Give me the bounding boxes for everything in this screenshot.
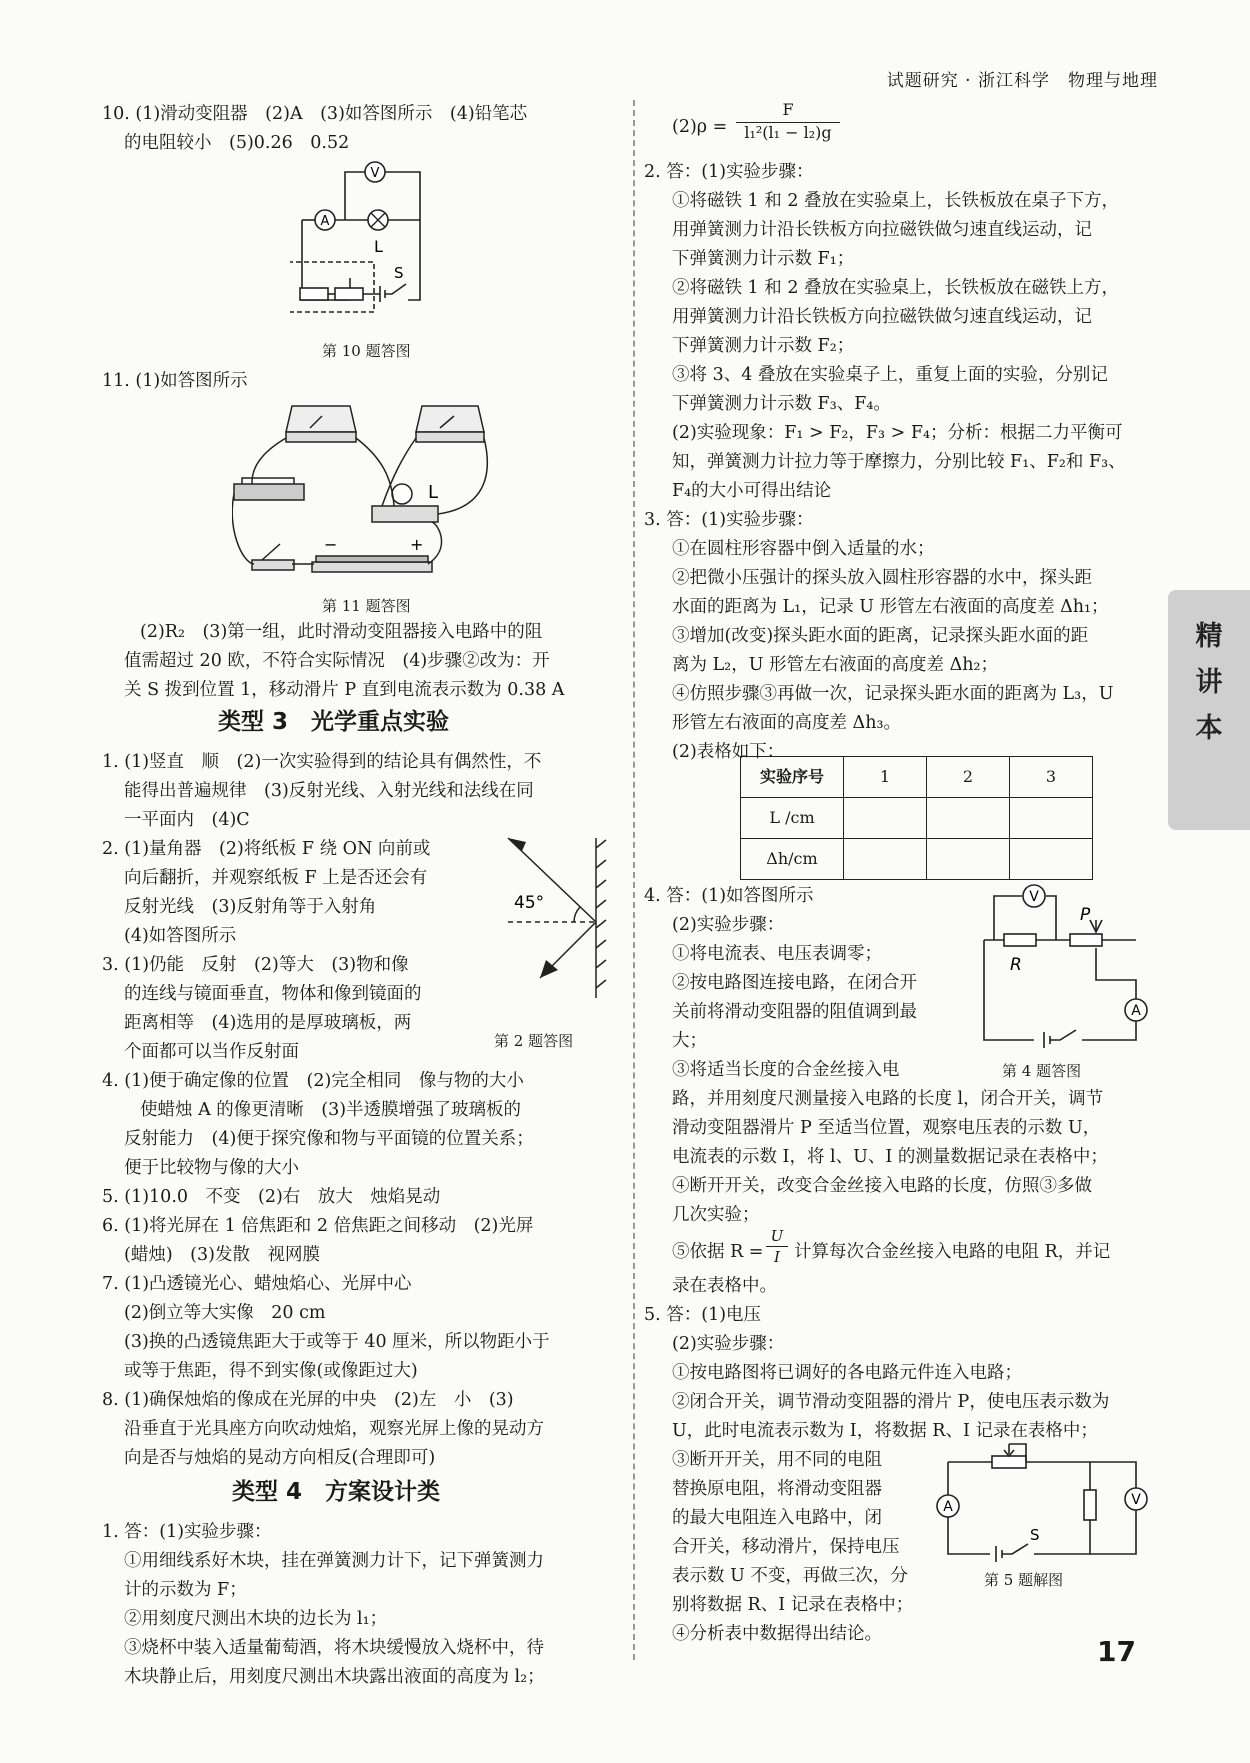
s3-q3-line2: 的连线与镜面垂直，物体和像到镜面的	[124, 984, 422, 1004]
s3-q6-line2: (蜡烛) (3)发散 视网膜	[124, 1245, 320, 1265]
s3-q7-line3: (3)换的凸透镜焦距大于或等于 40 厘米，所以物距小于	[124, 1332, 550, 1352]
q5-line8: 的最大电阻连入电路中，闭	[672, 1508, 882, 1528]
q4-line14: 录在表格中。	[672, 1276, 777, 1296]
q4-line1: 4. 答：(1)如答图所示	[644, 886, 814, 906]
q3-line6: 离为 L₂，U 形管左右液面的高度差 Δh₂；	[672, 655, 998, 675]
q5-line1: 5. 答：(1)电压	[644, 1305, 762, 1325]
voltmeter-label: V	[1029, 889, 1039, 905]
q2-reflection-diagram	[478, 828, 618, 1008]
r-fraction	[766, 1226, 788, 1267]
q4-line6: 大；	[672, 1031, 707, 1051]
table-row	[741, 757, 1093, 798]
q4-line11: ④断开开关，改变合金丝接入电路的长度，仿照③多做	[672, 1176, 1092, 1196]
q3-line4: 水面的距离为 L₁，记录 U 形管左右液面的高度差 Δh₁；	[672, 597, 1109, 617]
q3-line5: ③增加(改变)探头距水面的距离，记录探头距水面的距	[672, 626, 1089, 646]
voltmeter-label: V	[370, 166, 380, 181]
table-cell: 3	[1010, 757, 1093, 798]
r-numerator: U	[766, 1226, 788, 1247]
q4-line8: 路，并用刻度尺测量接入电路的长度 l，闭合开关，调节	[672, 1089, 1104, 1109]
q2-line10: (2)实验现象：F₁ > F₂，F₃ > F₄；分析：根据二力平衡可	[672, 423, 1123, 443]
rho-numerator: F	[736, 100, 840, 123]
q4-line12: 几次实验；	[672, 1205, 760, 1225]
q5-line9: 合开关，移动滑片，保持电压	[672, 1537, 900, 1557]
q2-line9: 下弹簧测力计示数 F₃、F₄。	[672, 394, 891, 414]
q11-line3: 值需超过 20 欧，不符合实际情况 (4)步骤②改为：开	[124, 651, 550, 671]
table-cell	[1010, 798, 1093, 839]
q5-line3: ①按电路图将已调好的各电路元件连入电路；	[672, 1363, 1022, 1383]
lamp-label: L	[428, 482, 439, 503]
s3-q8-line1: 8. (1)确保烛焰的像成在光屏的中央 (2)左 小 (3)	[102, 1390, 514, 1410]
q11-line2: (2)R₂ (3)第一组，此时滑动变阻器接入电路中的阻	[140, 622, 543, 642]
s3-q3-line4: 个面都可以当作反射面	[124, 1042, 299, 1062]
q4-line2: (2)实验步骤：	[672, 915, 785, 935]
s4-q1-line1: 1. 答：(1)实验步骤：	[102, 1522, 272, 1542]
q5-line10: 表示数 U 不变，再做三次，分	[672, 1566, 908, 1586]
s3-q2-line4: (4)如答图所示	[124, 926, 237, 946]
s3-q4-line4: 便于比较物与像的大小	[124, 1158, 299, 1178]
side-tab-char: 精	[1195, 621, 1223, 652]
voltmeter-label: V	[1131, 1492, 1141, 1508]
q4-caption: 第 4 题答图	[1002, 1062, 1082, 1080]
ammeter-label: A	[943, 1499, 953, 1515]
table-cell	[844, 839, 927, 880]
q4-line4: ②按电路图连接电路，在闭合开	[672, 973, 917, 993]
s3-q7-line1: 7. (1)凸透镜光心、蜡烛焰心、光屏中心	[102, 1274, 412, 1294]
s3-q1-line3: 一平面内 (4)C	[124, 810, 250, 830]
q11-line4: 关 S 拨到位置 1，移动滑片 P 直到电流表示数为 0.38 A	[124, 680, 565, 700]
s3-q2-line3: 反射光线 (3)反射角等于入射角	[124, 897, 377, 917]
s3-q4-line1: 4. (1)便于确定像的位置 (2)完全相同 像与物的大小	[102, 1071, 524, 1091]
battery-plus-label: +	[410, 535, 424, 554]
slider-label: P	[1080, 905, 1091, 925]
s3-q3-line3: 距离相等 (4)选用的是厚玻璃板，两	[124, 1013, 412, 1033]
table-cell: L /cm	[741, 798, 844, 839]
q3-line9: (2)表格如下：	[672, 742, 785, 762]
s3-q7-line4: 或等于焦距，得不到实像(或像距过大)	[124, 1361, 418, 1381]
q3-line3: ②把微小压强计的探头放入圆柱形容器的水中，探头距	[672, 568, 1092, 588]
ammeter-label: A	[1131, 1003, 1141, 1019]
table-cell	[927, 839, 1010, 880]
r-denominator: I	[774, 1248, 780, 1266]
q10-caption: 第 10 题答图	[322, 342, 411, 360]
q10-line1: 10. (1)滑动变阻器 (2)A (3)如答图所示 (4)铅笔芯	[102, 104, 528, 124]
column-divider	[633, 100, 635, 1660]
q4-circuit-diagram	[974, 880, 1154, 1055]
table-cell: 1	[844, 757, 927, 798]
page-number: 17	[1097, 1635, 1136, 1668]
s3-q4-line2: 使蜡烛 A 的像更清晰 (3)半透膜增强了玻璃板的	[140, 1100, 522, 1120]
q2-line4: 下弹簧测力计示数 F₁；	[672, 249, 855, 269]
table-row	[741, 839, 1093, 880]
s4-q1-line2: ①用细线系好木块，挂在弹簧测力计下，记下弹簧测力	[124, 1551, 544, 1571]
s3-q8-line3: 向是否与烛焰的晃动方向相反(合理即可)	[124, 1448, 436, 1468]
s4-q1-line5: ③烧杯中装入适量葡萄酒，将木块缓慢放入烧杯中，待	[124, 1638, 544, 1658]
q3-line2: ①在圆柱形容器中倒入适量的水；	[672, 539, 935, 559]
q10-line2: 的电阻较小 (5)0.26 0.52	[124, 133, 350, 153]
s4-q1-line3: 计的示数为 F；	[124, 1580, 247, 1600]
q3-line8: 形管左右液面的高度差 Δh₃。	[672, 713, 901, 733]
s3-q2-line2: 向后翻折，并观察纸板 F 上是否还会有	[124, 868, 428, 888]
s3-q6-line1: 6. (1)将光屏在 1 倍焦距和 2 倍焦距之间移动 (2)光屏	[102, 1216, 534, 1236]
table-cell	[1010, 839, 1093, 880]
q11-apparatus-diagram	[232, 398, 502, 588]
s3-q4-line3: 反射能力 (4)便于探究像和物与平面镜的位置关系；	[124, 1129, 534, 1149]
table-cell	[927, 798, 1010, 839]
q2-line12: F₄的大小可得出结论	[672, 481, 832, 501]
section-title-3: 类型 3 光学重点实验	[218, 709, 450, 735]
q5-circuit-diagram	[930, 1440, 1154, 1570]
q4-line7: ③将适当长度的合金丝接入电	[672, 1060, 900, 1080]
s4-q1-line4: ②用刻度尺测出木块的边长为 l₁；	[124, 1609, 388, 1629]
s3-q5: 5. (1)10.0 不变 (2)右 放大 烛焰晃动	[102, 1187, 441, 1207]
s3-q1-line1: 1. (1)竖直 顺 (2)一次实验得到的结论具有偶然性，不	[102, 752, 542, 772]
table-cell: 实验序号	[741, 757, 844, 798]
lamp-label: L	[374, 237, 383, 256]
table-cell	[844, 798, 927, 839]
battery-minus-label: −	[324, 535, 338, 554]
q2-line8: ③将 3、4 叠放在实验桌子上，重复上面的实验，分别记	[672, 365, 1108, 385]
table-cell: 2	[927, 757, 1010, 798]
q3-data-table	[740, 756, 1093, 880]
q10-circuit-diagram	[290, 160, 470, 345]
q2-line3: 用弹簧测力计沿长铁板方向拉磁铁做匀速直线运动，记	[672, 220, 1092, 240]
q4-line9: 滑动变阻器滑片 P 至适当位置，观察电压表的示数 U，	[672, 1118, 1101, 1138]
q2-line7: 下弹簧测力计示数 F₂；	[672, 336, 855, 356]
q11-line1: 11. (1)如答图所示	[102, 371, 248, 391]
q5-line12: ④分析表中数据得出结论。	[672, 1624, 882, 1644]
q11-caption: 第 11 题答图	[322, 597, 411, 615]
q5-caption: 第 5 题解图	[984, 1571, 1064, 1589]
rho-fraction	[736, 100, 840, 143]
table-cell: Δh/cm	[741, 839, 844, 880]
q5-line5: U，此时电流表示数为 I，将数据 R、I 记录在表格中；	[672, 1421, 1098, 1441]
table-row	[741, 798, 1093, 839]
q5-line7: 替换原电阻，将滑动变阻器	[672, 1479, 882, 1499]
switch-label: S	[394, 264, 404, 282]
rho-denominator: l₁²(l₁ − l₂)g	[744, 123, 832, 142]
q2-line5: ②将磁铁 1 和 2 叠放在实验桌上，长铁板放在磁铁上方，	[672, 278, 1120, 298]
s4-q1-line6: 木块静止后，用刻度尺测出木块露出液面的高度为 l₂；	[124, 1667, 545, 1687]
q5-line11: 别将数据 R、I 记录在表格中；	[672, 1595, 914, 1615]
side-tab-char: 讲	[1195, 667, 1223, 698]
switch-label: S	[1030, 1526, 1040, 1544]
q2-caption: 第 2 题答图	[494, 1032, 574, 1050]
q2-line1: 2. 答：(1)实验步骤：	[644, 162, 814, 182]
q4-line5: 关前将滑动变阻器的阻值调到最	[672, 1002, 917, 1022]
s3-q7-line2: (2)倒立等大实像 20 cm	[124, 1303, 326, 1323]
s3-q2-line1: 2. (1)量角器 (2)将纸板 F 绕 ON 向前或	[102, 839, 431, 859]
q2-line2: ①将磁铁 1 和 2 叠放在实验桌上，长铁板放在桌子下方，	[672, 191, 1120, 211]
s3-q8-line2: 沿垂直于光具座方向吹动烛焰，观察光屏上像的晃动方	[124, 1419, 544, 1439]
s3-q1-line2: 能得出普遍规律 (3)反射光线、入射光线和法线在同	[124, 781, 534, 801]
q3-line7: ④仿照步骤③再做一次，记录探头距水面的距离为 L₃，U	[672, 684, 1114, 704]
q5-line2: (2)实验步骤：	[672, 1334, 785, 1354]
q5-line4: ②闭合开关，调节滑动变阻器的滑片 P，使电压表示数为	[672, 1392, 1110, 1412]
q4-line10: 电流表的示数 I，将 l、U、I 的测量数据记录在表格中；	[672, 1147, 1108, 1167]
side-tab-char: 本	[1195, 713, 1223, 744]
angle-label: 45°	[514, 893, 545, 913]
running-header: 试题研究 · 浙江科学 物理与地理	[886, 71, 1158, 91]
q2-line6: 用弹簧测力计沿长铁板方向拉磁铁做匀速直线运动，记	[672, 307, 1092, 327]
resistor-label: R	[1010, 955, 1022, 975]
ammeter-label: A	[320, 214, 330, 229]
rho-prefix: (2)ρ =	[672, 117, 728, 137]
q4-line13a: ⑤依据 R =	[672, 1242, 764, 1262]
q2-line11: 知，弹簧测力计拉力等于摩擦力，分别比较 F₁、F₂和 F₃、	[672, 452, 1126, 472]
side-tab	[1168, 590, 1250, 830]
section-title-4: 类型 4 方案设计类	[232, 1479, 441, 1505]
q4-line3: ①将电流表、电压表调零；	[672, 944, 882, 964]
s3-q3-line1: 3. (1)仍能 反射 (2)等大 (3)物和像	[102, 955, 409, 975]
q4-line13b: 计算每次合金丝接入电路的电阻 R，并记	[794, 1242, 1111, 1262]
q3-line1: 3. 答：(1)实验步骤：	[644, 510, 814, 530]
q5-line6: ③断开开关，用不同的电阻	[672, 1450, 882, 1470]
